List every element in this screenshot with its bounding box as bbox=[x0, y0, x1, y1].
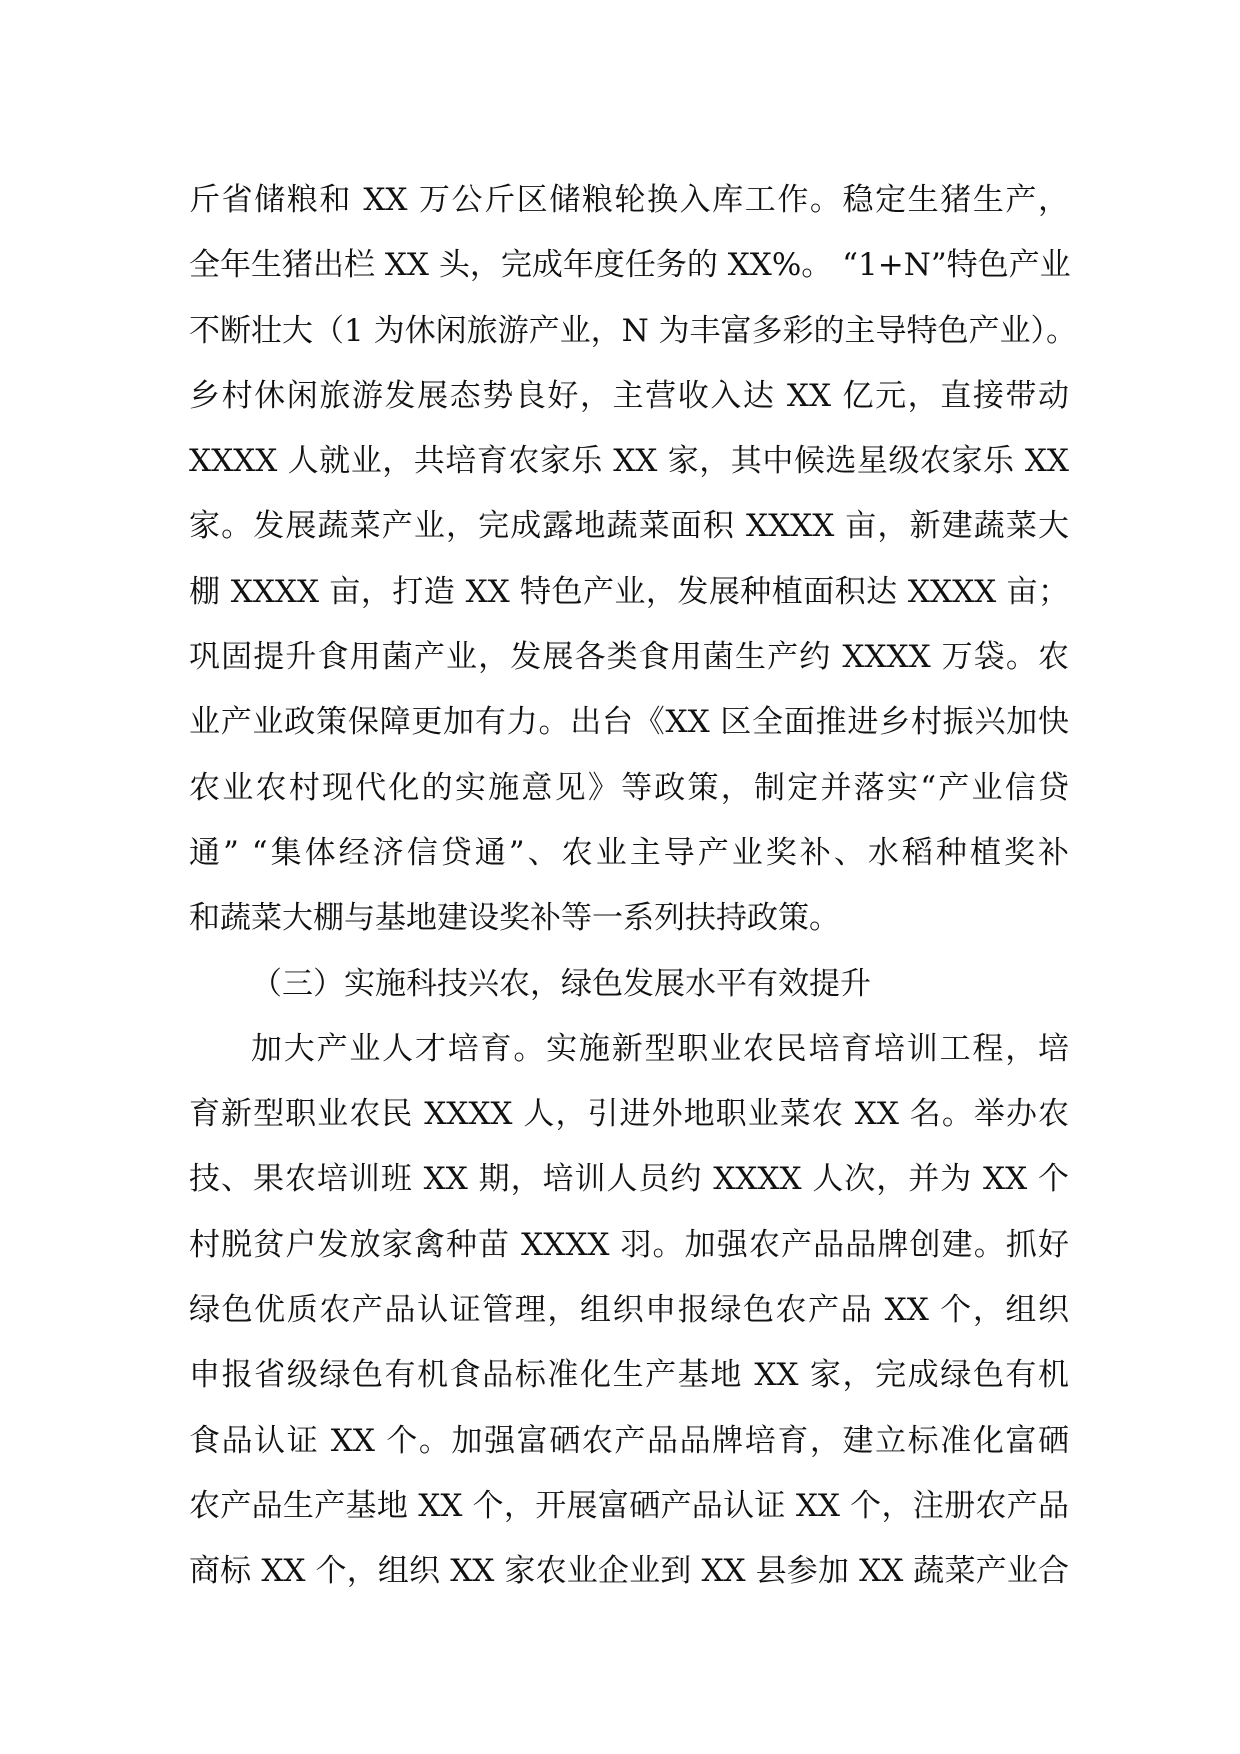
section-heading: （三）实施科技兴农，绿色发展水平有效提升 bbox=[251, 965, 871, 1002]
text-line: 申报省级绿色有机食品标准化生产基地 XX 家，完成绿色有机 bbox=[189, 1357, 1069, 1394]
paragraph-talent-and-brand bbox=[189, 1017, 1069, 1605]
text-line: 家。发展蔬菜产业，完成露地蔬菜面积 XXXX 亩，新建蔬菜大 bbox=[189, 508, 1069, 545]
text-line: 农产品生产基地 XX 个，开展富硒产品认证 XX 个，注册农产品 bbox=[189, 1487, 1069, 1524]
text-line: 育新型职业农民 XXXX 人，引进外地职业菜农 XX 名。举办农 bbox=[189, 1096, 1069, 1133]
text-line: 通” “集体经济信贷通”、农业主导产业奖补、水稻种植奖补 bbox=[189, 834, 1069, 871]
text-line: 棚 XXXX 亩，打造 XX 特色产业，发展种植面积达 XXXX 亩； bbox=[189, 573, 1069, 610]
text-line: 和蔬菜大棚与基地建设奖补等一系列扶持政策。 bbox=[189, 900, 840, 937]
text-line: 技、果农培训班 XX 期，培训人员约 XXXX 人次，并为 XX 个 bbox=[189, 1161, 1069, 1198]
text-line: 斤省储粮和 XX 万公斤区储粮轮换入库工作。稳定生猪生产， bbox=[189, 182, 1069, 218]
text-line: 食品认证 XX 个。加强富硒农产品品牌培育，建立标准化富硒 bbox=[189, 1422, 1069, 1459]
text-line: 巩固提升食用菌产业，发展各类食用菌生产约 XXXX 万袋。农 bbox=[189, 639, 1069, 676]
text-line: XXXX 人就业，共培育农家乐 XX 家，其中候选星级农家乐 XX bbox=[189, 443, 1069, 480]
text-line: 村脱贫户发放家禽种苗 XXXX 羽。加强农产品品牌创建。抓好 bbox=[189, 1226, 1069, 1263]
text-line: 全年生猪出栏 XX 头，完成年度任务的 XX%。 “1+N”特色产业 bbox=[189, 247, 1071, 284]
text-line: 绿色优质农产品认证管理，组织申报绿色农产品 XX 个，组织 bbox=[189, 1292, 1069, 1329]
text-line: 乡村休闲旅游发展态势良好，主营收入达 XX 亿元，直接带动 bbox=[189, 377, 1069, 414]
text-line: 农业农村现代化的实施意见》等政策，制定并落实“产业信贷 bbox=[189, 769, 1069, 806]
document-body bbox=[189, 168, 1078, 1605]
section-heading-3 bbox=[189, 952, 1069, 1017]
text-line: 商标 XX 个，组织 XX 家农业企业到 XX 县参加 XX 蔬菜产业合 bbox=[189, 1553, 1069, 1590]
text-line: 不断壮大（1 为休闲旅游产业，N 为丰富多彩的主导特色产业）。 bbox=[189, 312, 1078, 349]
paragraph-agriculture-industry bbox=[189, 168, 1078, 952]
text-line: 业产业政策保障更加有力。出台《XX 区全面推进乡村振兴加快 bbox=[189, 704, 1069, 741]
text-line: 加大产业人才培育。实施新型职业农民培育培训工程，培 bbox=[251, 1030, 1069, 1067]
